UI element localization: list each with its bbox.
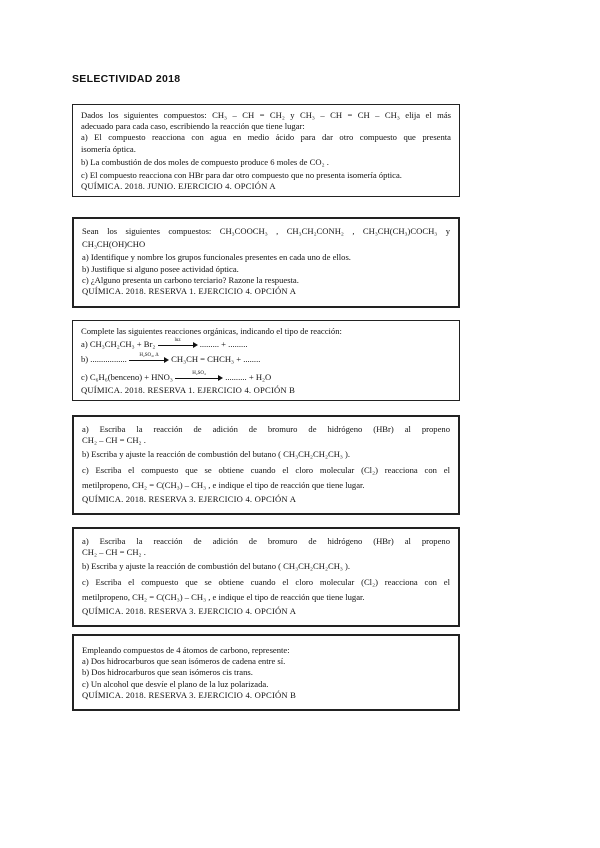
exercise-text-line: c) El compuesto reacciona con HBr para dar otro compuesto que no presenta isomería óptica. — [81, 170, 402, 181]
exercise-text-line: CH₃CH(OH)CHO — [82, 239, 146, 250]
exercise-text-line: a) El compuesto reacciona con agua en medio ácido para dar otro compuesto que presenta — [81, 132, 451, 143]
exercise-box-6 — [72, 634, 460, 711]
reaction-a — [81, 339, 451, 350]
exercise-reference: QUÍMICA. 2018. RESERVA 1. EJERCICIO 4. OPCIÓN A — [82, 286, 297, 297]
arrow-label: H₂SO₄ — [192, 370, 206, 376]
exercise-box-5 — [72, 527, 460, 627]
exercise-text-line: b) Escriba y ajuste la reacción de combustión del butano ( CH₃CH₂CH₂CH₃ ). — [82, 561, 351, 572]
exercise-text-line: metilpropeno, CH₂ = C(CH₃) – CH₃ , e indique el tipo de reacción que tiene lugar. — [82, 479, 365, 490]
reaction-arrow-icon — [129, 353, 169, 364]
exercise-reference: QUÍMICA. 2018. JUNIO. EJERCICIO 4. OPCIÓN A — [81, 181, 276, 192]
exercise-reference: QUÍMICA. 2018. RESERVA 3. EJERCICIO 4. OPCIÓN A — [82, 494, 297, 505]
exercise-text-line: c) Un alcohol que desvíe el plano de la luz polarizada. — [82, 678, 269, 689]
exercise-text-line: a) Escriba la reacción de adición de bromuro de hidrógeno (HBr) al propeno — [82, 536, 450, 546]
reaction-b — [81, 354, 451, 365]
reaction-left: c) C₆H₆(benceno) + HNO₃ — [81, 371, 173, 382]
exercise-reference: QUÍMICA. 2018. RESERVA 1. EJERCICIO 4. OPCIÓN B — [81, 384, 296, 395]
exercise-text-line: b) Escriba y ajuste la reacción de combustión del butano ( CH₃CH₂CH₂CH₃ ). — [82, 449, 351, 460]
exercise-text-line: c) Escriba el compuesto que se obtiene cuando el cloro molecular (Cl₂) reacciona con el — [82, 576, 450, 587]
exercise-text-line: b) Justifique si alguno posee actividad óptica. — [82, 263, 239, 274]
exercise-box-2 — [72, 217, 460, 308]
exercise-text-line: Complete las siguientes reacciones orgánicas, indicando el tipo de reacción: — [81, 326, 342, 336]
reaction-c — [81, 372, 451, 383]
exercise-text-line: b) Dos hidrocarburos que sean isómeros cis trans. — [82, 667, 253, 678]
reaction-right: ......... + ......... — [199, 339, 248, 350]
exercise-text-line: a) Dos hidrocarburos que sean isómeros de cadena entre sí. — [82, 656, 286, 667]
exercise-text-line: a) Escriba la reacción de adición de bromuro de hidrógeno (HBr) al propeno — [82, 424, 450, 434]
reaction-left: a) CH₃CH₂CH₃ + Br₂ — [81, 339, 156, 350]
reaction-arrow-icon — [158, 338, 198, 349]
reaction-left: b) ................. — [81, 354, 127, 365]
exercise-text-line: Sean los siguientes compuestos: CH₃COOCH₃ , CH₃CH₂CONH₂ , CH₃CH(CH₃)COCH₃ y — [82, 226, 450, 236]
exercise-text-line: c) Escriba el compuesto que se obtiene cuando el cloro molecular (Cl₂) reacciona con el — [82, 464, 450, 475]
exercise-box-1 — [72, 104, 460, 197]
exercise-text-line: Dados los siguientes compuestos: CH₃ – CH = CH₂ y CH₃ – CH = CH – CH₃ elija el más — [81, 110, 451, 120]
exercise-text-line: CH₂ – CH = CH₂ . — [82, 547, 146, 558]
reaction-arrow-icon — [175, 370, 223, 382]
exercise-text-line: metilpropeno, CH₂ = C(CH₃) – CH₃ , e indique el tipo de reacción que tiene lugar. — [82, 591, 365, 602]
exercise-box-4 — [72, 415, 460, 515]
exercise-text-line: isomería óptica. — [81, 143, 136, 154]
exercise-text-line: CH₂ – CH = CH₂ . — [82, 435, 146, 446]
exercise-text-line: b) La combustión de dos moles de compuesto produce 6 moles de CO₂ . — [81, 156, 329, 167]
arrow-label: H₂SO₄, Δ — [139, 353, 159, 359]
exercise-text-line: c) ¿Alguno presenta un carbono terciario? Razone la respuesta. — [82, 274, 299, 285]
exercise-box-3 — [72, 320, 460, 401]
exercise-text-line: Empleando compuestos de 4 átomos de carbono, represente: — [82, 645, 290, 655]
exercise-reference: QUÍMICA. 2018. RESERVA 3. EJERCICIO 4. OPCIÓN A — [82, 606, 297, 617]
arrow-label: luz — [174, 338, 181, 344]
reaction-right: CH₃CH = CHCH₃ + ........ — [171, 354, 261, 365]
exercise-text-line: adecuado para cada caso, escribiendo la reacción que tiene lugar: — [81, 121, 305, 132]
exercise-text-line: a) Identifique y nombre los grupos funcionales presentes en cada uno de ellos. — [82, 252, 351, 263]
page-title: SELECTIVIDAD 2018 — [72, 73, 181, 85]
exercise-reference: QUÍMICA. 2018. RESERVA 3. EJERCICIO 4. OPCIÓN B — [82, 689, 297, 700]
reaction-right: .......... + H₂O — [225, 371, 272, 382]
